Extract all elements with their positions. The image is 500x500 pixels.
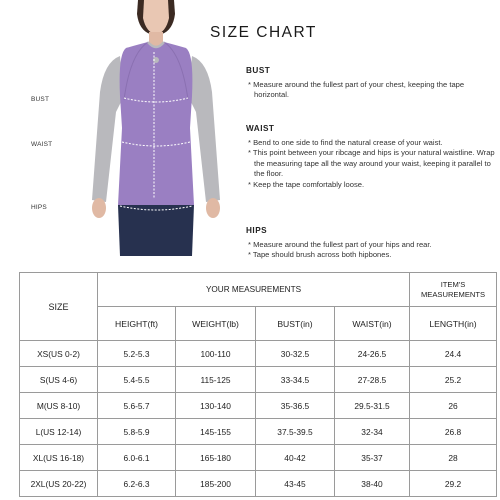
- bust-heading: BUST: [246, 66, 271, 75]
- waist-column-header: WAIST(in): [335, 307, 410, 341]
- waist-cell: 24-26.5: [335, 341, 410, 367]
- hips-heading: HIPS: [246, 226, 268, 235]
- height-cell: 5.2-5.3: [98, 341, 176, 367]
- table-header-row: [20, 273, 497, 307]
- size-cell: 2XL(US 20-22): [20, 471, 98, 497]
- height-cell: 6.2-6.3: [98, 471, 176, 497]
- right-hand: [206, 198, 220, 218]
- left-sleeve: [92, 56, 124, 202]
- waist-bullet: * Keep the tape comfortably loose.: [248, 179, 365, 189]
- table-row: [20, 341, 497, 367]
- weight-column-header: WEIGHT(lb): [176, 307, 256, 341]
- length-column-header: LENGTH(in): [410, 307, 497, 341]
- table-row: [20, 419, 497, 445]
- bust-instructions: [246, 66, 500, 101]
- bust-cell: 43-45: [256, 471, 335, 497]
- bust-cell: 37.5-39.5: [256, 419, 335, 445]
- bust-label: BUST: [31, 96, 50, 103]
- weight-cell: 185-200: [176, 471, 256, 497]
- size-cell: M(US 8-10): [20, 393, 98, 419]
- hips-bullet: * Tape should brush across both hipbones.: [248, 250, 392, 260]
- size-cell: S(US 4-6): [20, 367, 98, 393]
- bust-cell: 30-32.5: [256, 341, 335, 367]
- waist-label: WAIST: [31, 141, 53, 148]
- model-illustration: [74, 0, 234, 256]
- table-row: [20, 393, 497, 419]
- waist-cell: 29.5-31.5: [335, 393, 410, 419]
- hips-label: HIPS: [31, 204, 47, 211]
- height-cell: 6.0-6.1: [98, 445, 176, 471]
- waist-instructions: [246, 124, 500, 191]
- size-cell: XS(US 0-2): [20, 341, 98, 367]
- items-measurements-line1: ITEM'S: [440, 279, 466, 289]
- hips-instructions: [246, 226, 500, 261]
- height-cell: 5.4-5.5: [98, 367, 176, 393]
- weight-cell: 165-180: [176, 445, 256, 471]
- page-title: SIZE CHART: [210, 24, 317, 41]
- bust-cell: 40-42: [256, 445, 335, 471]
- waist-cell: 32-34: [335, 419, 410, 445]
- model-figure: [74, 0, 234, 256]
- waist-cell: 38-40: [335, 471, 410, 497]
- weight-cell: 115-125: [176, 367, 256, 393]
- table-row: [20, 471, 497, 497]
- weight-cell: 100-110: [176, 341, 256, 367]
- height-cell: 5.8-5.9: [98, 419, 176, 445]
- table-row: [20, 367, 497, 393]
- left-hand: [92, 198, 106, 218]
- waist-cell: 35-37: [335, 445, 410, 471]
- size-cell: L(US 12-14): [20, 419, 98, 445]
- waist-bullet: * This point between your ribcage and hips is your natural waistline. Wrap the measuring tape all the way around your waist, keeping it parallel to the floor.: [248, 148, 495, 179]
- bust-bullet: * Measure around the fullest part of your chest, keeping the tape horizontal.: [248, 79, 465, 100]
- length-cell: 28: [410, 445, 497, 471]
- length-cell: 29.2: [410, 471, 497, 497]
- bust-cell: 33-34.5: [256, 367, 335, 393]
- items-measurements-line2: MEASUREMENTS: [420, 289, 486, 299]
- waist-heading: WAIST: [246, 124, 275, 133]
- length-cell: 26.8: [410, 419, 497, 445]
- size-column-header: SIZE: [20, 273, 98, 341]
- bust-cell: 35-36.5: [256, 393, 335, 419]
- length-cell: 24.4: [410, 341, 497, 367]
- items-measurements-header: [410, 273, 497, 307]
- height-column-header: HEIGHT(ft): [98, 307, 176, 341]
- waist-cell: 27-28.5: [335, 367, 410, 393]
- height-cell: 5.6-5.7: [98, 393, 176, 419]
- size-cell: XL(US 16-18): [20, 445, 98, 471]
- weight-cell: 130-140: [176, 393, 256, 419]
- pants: [118, 205, 194, 256]
- right-sleeve: [188, 56, 220, 202]
- shirt-body: [118, 42, 194, 205]
- size-table: [19, 272, 497, 497]
- waist-bullet: * Bend to one side to find the natural crease of your waist.: [248, 137, 443, 147]
- table-row: [20, 445, 497, 471]
- hips-bullet: * Measure around the fullest part of your hips and rear.: [248, 239, 432, 249]
- weight-cell: 145-155: [176, 419, 256, 445]
- length-cell: 26: [410, 393, 497, 419]
- bust-column-header: BUST(in): [256, 307, 335, 341]
- length-cell: 25.2: [410, 367, 497, 393]
- your-measurements-header: YOUR MEASUREMENTS: [98, 273, 410, 307]
